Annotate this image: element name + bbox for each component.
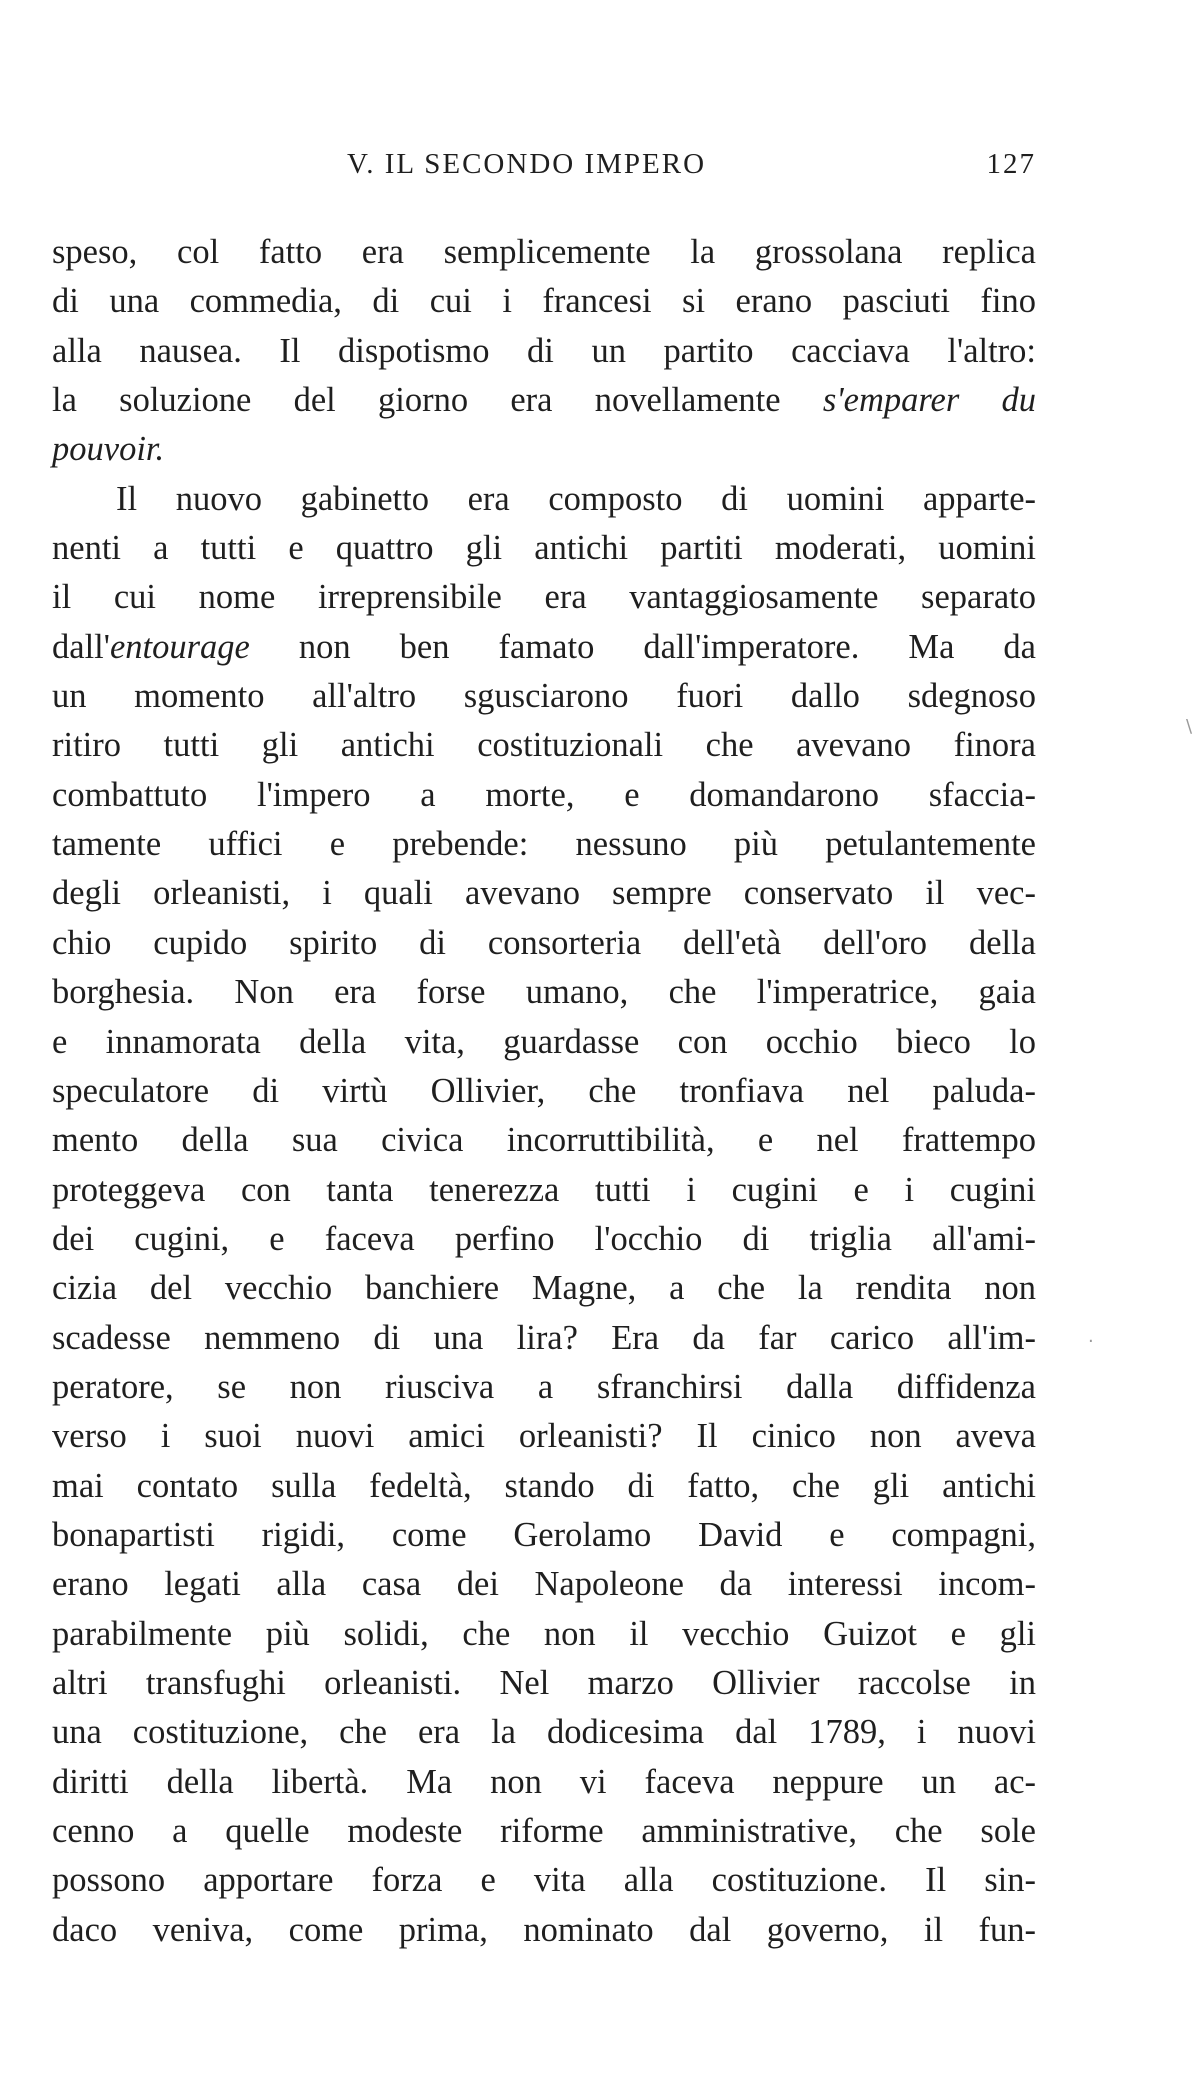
text-run: la soluzione del giorno era novellamente (52, 381, 781, 420)
text-line: speso, col fatto era semplicemente la grossolana replica (52, 233, 1036, 271)
scan-speck: \ (1186, 716, 1193, 737)
text-line: cenno a quelle modeste riforme amministrative, che sole (52, 1812, 1036, 1850)
text-line: nenti a tutti e quattro gli antichi partiti moderati, uomini (52, 529, 1036, 568)
text-line: degli orleanisti, i quali avevano sempre conservato il vec- (52, 874, 1036, 913)
text-line: peratore, se non riusciva a sfranchirsi dalla diffidenza (52, 1367, 1036, 1406)
text-line: possono apportare forza e vita alla costituzione. Il sin- (52, 1861, 1036, 1900)
chapter-title: V. IL SECONDO IMPERO (347, 148, 707, 180)
text-line: scadesse nemmeno di una lira? Era da far carico all'im- (52, 1318, 1036, 1357)
text-line (52, 425, 1036, 474)
text-line: borghesia. Non era forse umano, che l'imperatrice, gaia (52, 973, 1036, 1012)
page-number: 127 (986, 148, 1036, 180)
text-line: parabilmente più solidi, che non il vecchio Guizot e gli (52, 1614, 1036, 1653)
text-line: mento della sua civica incorruttibilità, e nel frattempo (52, 1121, 1036, 1160)
text-line: diritti della libertà. Ma non vi faceva neppure un ac- (52, 1762, 1036, 1801)
italic-phrase: pouvoir. (52, 430, 165, 469)
text-line: alla nausea. Il dispotismo di un partito cacciava l'altro: (52, 331, 1036, 370)
body-text (52, 228, 1036, 1955)
text-run: dall' (52, 627, 110, 666)
text-line: altri transfughi orleanisti. Nel marzo Ollivier raccolse in (52, 1663, 1036, 1702)
text-line: cizia del vecchio banchiere Magne, a che la rendita non (52, 1269, 1036, 1308)
scan-speck: . (1088, 1326, 1094, 1347)
italic-phrase: s'emparer du (822, 381, 1036, 420)
text-line: Il nuovo gabinetto era composto di uomini apparte- (116, 479, 1036, 518)
text-line: una costituzione, che era la dodicesima dal 1789, i nuovi (52, 1713, 1036, 1752)
text-line: proteggeva con tanta tenerezza tutti i cugini e i cugini (52, 1170, 1036, 1209)
running-head (52, 148, 1036, 188)
text-line: daco veniva, come prima, nominato dal governo, il fun- (52, 1910, 1036, 1949)
text-line: bonapartisti rigidi, come Gerolamo David e compagni, (52, 1515, 1036, 1554)
text-line: e innamorata della vita, guardasse con occhio bieco lo (52, 1022, 1036, 1061)
text-line: il cui nome irreprensibile era vantaggiosamente separato (52, 578, 1036, 617)
text-line: verso i suoi nuovi amici orleanisti? Il cinico non aveva (52, 1417, 1036, 1456)
text-line (52, 623, 1036, 672)
text-line: erano legati alla casa dei Napoleone da interessi incom- (52, 1565, 1036, 1604)
text-line (52, 376, 1036, 425)
text-line: mai contato sulla fedeltà, stando di fatto, che gli antichi (52, 1466, 1036, 1505)
text-line: chio cupido spirito di consorteria dell'età dell'oro della (52, 923, 1036, 962)
text-line: combattuto l'impero a morte, e domandarono sfaccia- (52, 775, 1036, 814)
text-line: ritiro tutti gli antichi costituzionali che avevano finora (52, 726, 1036, 765)
text-line: un momento all'altro sgusciarono fuori dallo sdegnoso (52, 677, 1036, 716)
text-line: tamente uffici e prebende: nessuno più petulantemente (52, 825, 1036, 864)
text-line: speculatore di virtù Ollivier, che tronfiava nel paluda- (52, 1071, 1036, 1110)
text-run: non ben famato dall'imperatore. Ma da (298, 627, 1036, 666)
text-line: di una commedia, di cui i francesi si erano pasciuti fino (52, 282, 1036, 321)
text-line: dei cugini, e faceva perfino l'occhio di triglia all'ami- (52, 1219, 1036, 1258)
italic-phrase: entourage (109, 627, 250, 666)
